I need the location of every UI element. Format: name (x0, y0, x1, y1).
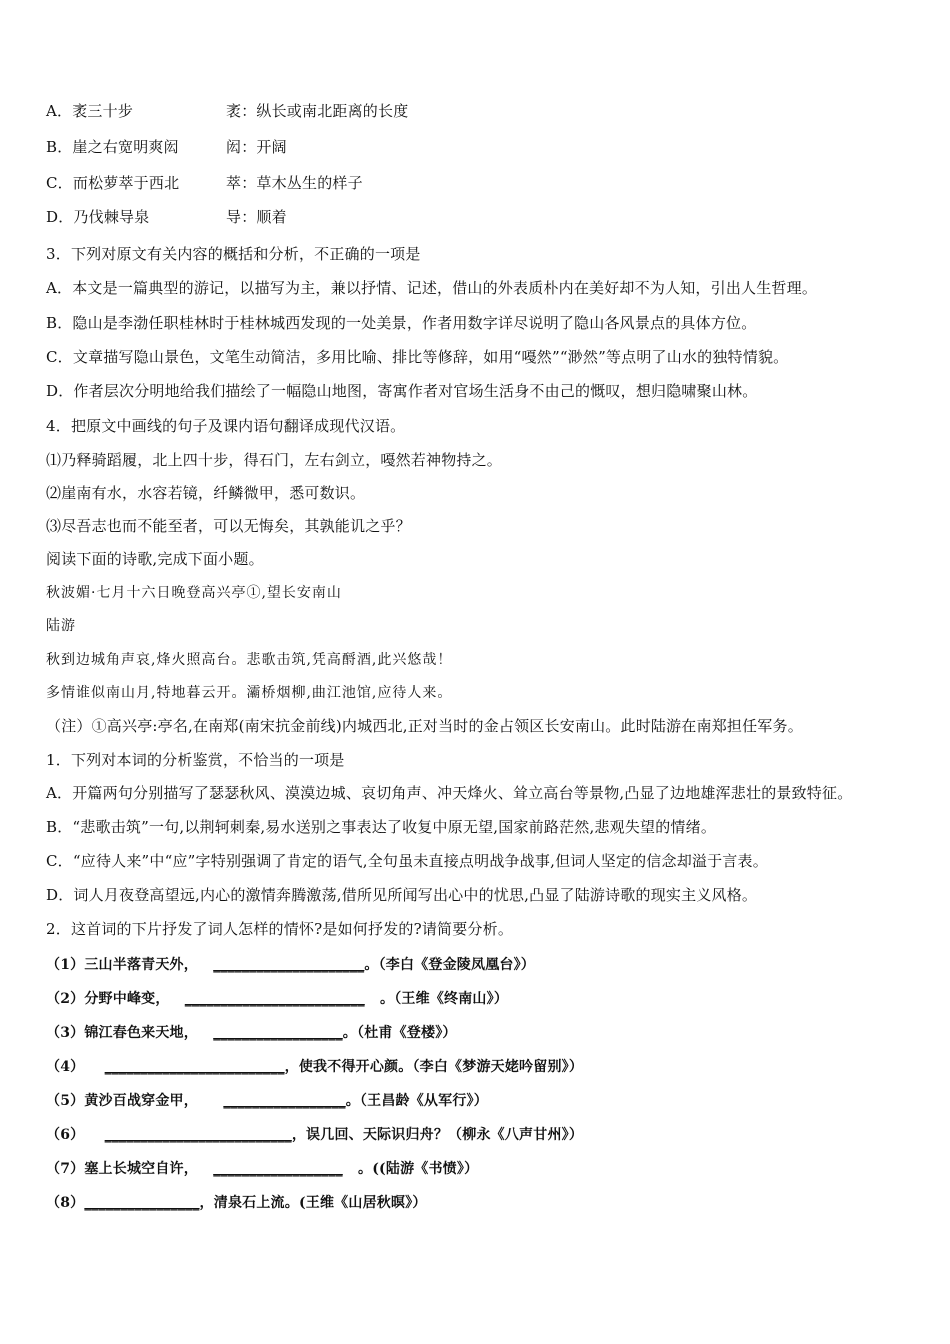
option-gloss: 导：顺着 (226, 208, 287, 226)
item-after: ，清泉石上流。(王维《山居秋暝》） (199, 1195, 427, 1211)
poem-intro: 阅读下面的诗歌,完成下面小题。 (46, 550, 264, 568)
poem-author: 陆游 (46, 618, 76, 634)
item-after: 。（杜甫《登楼》） (342, 1025, 457, 1041)
item-after: 。（王维《终南山》） (380, 991, 509, 1007)
answer-blank[interactable]: _________________________ (184, 991, 365, 1007)
answer-blank[interactable]: __________________________ (104, 1127, 292, 1143)
answer-blank[interactable]: _________________ (223, 1093, 346, 1109)
q3-option-a: A．本文是一篇典型的游记，以描写为主，兼以抒情、记述，借山的外表质朴内在美好却不为人知，引出人生哲理。 (46, 279, 818, 297)
q3-option-b: B．隐山是李渤任职桂林时于桂林城西发现的一处美景，作者用数字详尽说明了隐山各风景点的具体方位。 (46, 314, 757, 332)
poem-q1-option-a: A．开篇两句分别描写了瑟瑟秋风、漠漠边城、哀切角声、冲天烽火、耸立高台等景物,凸显了边地雄浑悲壮的景致特征。 (46, 784, 853, 802)
fill-in-item-2 (46, 989, 508, 1009)
poem-line-1: 秋到边城角声哀,烽火照高台。悲歌击筑,凭高酹酒,此兴悠哉！ (46, 652, 453, 668)
q4-item-2: ⑵崖南有水，水容若镜，纤鳞微甲，悉可数识。 (46, 484, 366, 502)
option-label: D．乃伐棘导泉 (46, 208, 150, 226)
item-after: 。（王昌龄《从军行》） (345, 1093, 488, 1109)
answer-blank[interactable]: _________________________ (104, 1059, 285, 1075)
option-label: C．而松萝萃于西北 (46, 174, 180, 192)
poem-q2-stem: 2．这首词的下片抒发了词人怎样的情怀?是如何抒发的?请简要分析。 (46, 920, 514, 938)
q4-stem: 4．把原文中画线的句子及课内语句翻译成现代汉语。 (46, 417, 406, 435)
poem-line-2: 多情谁似南山月,特地暮云开。灞桥烟柳,曲江池馆,应待人来。 (46, 685, 453, 701)
fill-in-item-8 (46, 1193, 427, 1213)
item-before: 塞上长城空自许， (84, 1161, 198, 1177)
fill-in-item-3 (46, 1023, 457, 1043)
q3-stem: 3．下列对原文有关内容的概括和分析，不正确的一项是 (46, 245, 421, 263)
item-before: 三山半落青天外， (84, 957, 198, 973)
item-before: 黄沙百战穿金甲， (84, 1093, 198, 1109)
item-number: （5） (46, 1093, 85, 1109)
fill-in-item-5 (46, 1091, 488, 1111)
item-number: （4） (46, 1059, 85, 1075)
item-after: 。（李白《登金陵凤凰台》） (364, 957, 535, 973)
item-after: ，误几回、天际识归舟？（柳永《八声甘州》） (291, 1127, 584, 1143)
answer-blank[interactable]: ________________ (84, 1195, 200, 1211)
poem-q1-stem: 1．下列对本词的分析鉴赏，不恰当的一项是 (46, 751, 345, 769)
poem-title: 秋波媚·七月十六日晚登高兴亭①,望长安南山 (46, 585, 342, 601)
item-before: 分野中峰变， (84, 991, 170, 1007)
item-number: （1） (46, 957, 85, 973)
item-after: 。((陆游《书愤》） (358, 1161, 479, 1177)
item-number: （2） (46, 991, 85, 1007)
poem-q1-option-c: C．“应待人来”中“应”字特别强调了肯定的语气,全句虽未直接点明战争战事,但词人坚定的信念却溢于言表。 (46, 852, 768, 870)
item-after: ，使我不得开心颜。（李白《梦游天姥吟留别》） (284, 1059, 584, 1075)
poem-q1-option-d: D．词人月夜登高望远,内心的激情奔腾激荡,借所见所闻写出心中的忧思,凸显了陆游诗歌的现实主义风格。 (46, 886, 758, 904)
fill-in-item-7 (46, 1159, 478, 1179)
q3-option-d: D．作者层次分明地给我们描绘了一幅隐山地图，寄寓作者对官场生活身不由己的慨叹，想归隐啸聚山林。 (46, 382, 758, 400)
item-number: （8） (46, 1195, 85, 1211)
option-gloss: 萃：草木丛生的样子 (226, 174, 363, 192)
q2-option-b (46, 137, 287, 157)
option-label: A．袤三十步 (46, 102, 134, 120)
option-gloss: 袤：纵长或南北距离的长度 (226, 102, 409, 120)
item-number: （7） (46, 1161, 85, 1177)
q2-option-c (46, 173, 363, 193)
fill-in-item-6 (46, 1125, 583, 1145)
item-before: 锦江春色来天地， (84, 1025, 198, 1041)
q4-item-3: ⑶尽吾志也而不能至者，可以无悔矣，其孰能讥之乎？ (46, 517, 411, 535)
q3-option-c: C．文章描写隐山景色，文笔生动简洁，多用比喻、排比等修辞，如用“嘠然”“渺然”等点明了山水的独特情貌。 (46, 348, 789, 366)
q4-item-1: ⑴乃释骑蹈履，北上四十步，得石门，左右剑立，嘠然若神物持之。 (46, 451, 503, 469)
poem-note: （注）①高兴亭:亭名,在南郑(南宋抗金前线)内城西北,正对当时的金占领区长安南山。此时陆游在南郑担任军务。 (46, 717, 803, 735)
item-number: （6） (46, 1127, 85, 1143)
answer-blank[interactable]: __________________ (213, 1161, 343, 1177)
fill-in-item-1 (46, 955, 535, 975)
answer-blank[interactable]: _____________________ (213, 957, 365, 973)
q2-option-d (46, 207, 287, 227)
answer-blank[interactable]: __________________ (213, 1025, 343, 1041)
option-gloss: 闳：开阔 (226, 138, 287, 156)
fill-in-item-4 (46, 1057, 583, 1077)
option-label: B．崖之右宽明爽闳 (46, 138, 179, 156)
poem-q1-option-b: B．“悲歌击筑”一句,以荆轲刺秦,易水送别之事表达了收复中原无望,国家前路茫然,悲观失望的情绪。 (46, 818, 717, 836)
item-number: （3） (46, 1025, 85, 1041)
q2-option-a (46, 101, 408, 121)
